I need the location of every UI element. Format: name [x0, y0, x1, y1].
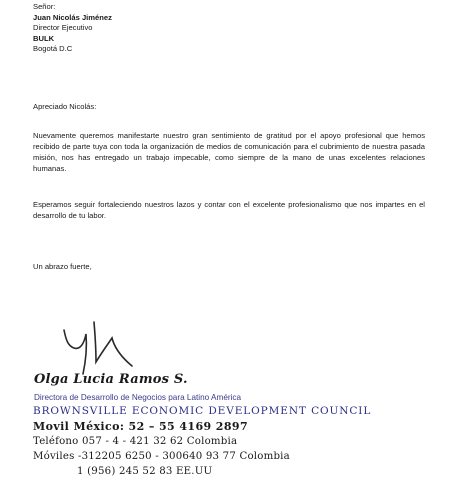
recipient-title: Director Ejecutivo	[33, 23, 93, 33]
phone-colombia: Teléfono 057 - 4 - 421 32 62 Colombia	[33, 436, 238, 447]
signature-organization: BROWNSVILLE ECONOMIC DEVELOPMENT COUNCIL	[33, 405, 372, 417]
recipient-name: Juan Nicolás Jiménez	[33, 12, 112, 22]
body-paragraph-1: Nuevamente queremos manifestarte nuestro gran sentimiento de gratitud por el apoyo profesional que hemos recibido de parte tuya con toda la organización de medios de comunicación para el cubrimiento de nuestra pasada misión, nos has entregado un trabajo impecable, como siempre de la mano de unas excelentes relaciones humanas.	[33, 131, 425, 173]
closing: Un abrazo fuerte,	[33, 262, 92, 271]
recipient-salutation: Señor:	[33, 2, 56, 11]
signature-role: Directora de Desarrollo de Negocios para Latino América	[34, 393, 242, 402]
greeting: Apreciado Nicolás:	[33, 102, 97, 111]
handwritten-signature-mark	[60, 316, 140, 378]
mobile-mexico: Movil México: 52 – 55 4169 2897	[33, 420, 248, 433]
recipient-city: Bogotá D.C	[33, 44, 73, 54]
phone-usa: 1 (956) 245 52 83 EE.UU	[77, 466, 213, 477]
recipient-block	[33, 2, 112, 55]
mobiles-colombia: Móviles -312205 6250 - 300640 93 77 Colombia	[33, 451, 290, 462]
body-paragraph-2: Esperamos seguir fortaleciendo nuestros lazos y contar con el excelente profesionalismo que nos impartes en el desarrollo de tu labor.	[33, 200, 425, 220]
recipient-company: BULK	[33, 33, 55, 43]
signature-name: Olga Lucia Ramos S.	[34, 372, 188, 387]
